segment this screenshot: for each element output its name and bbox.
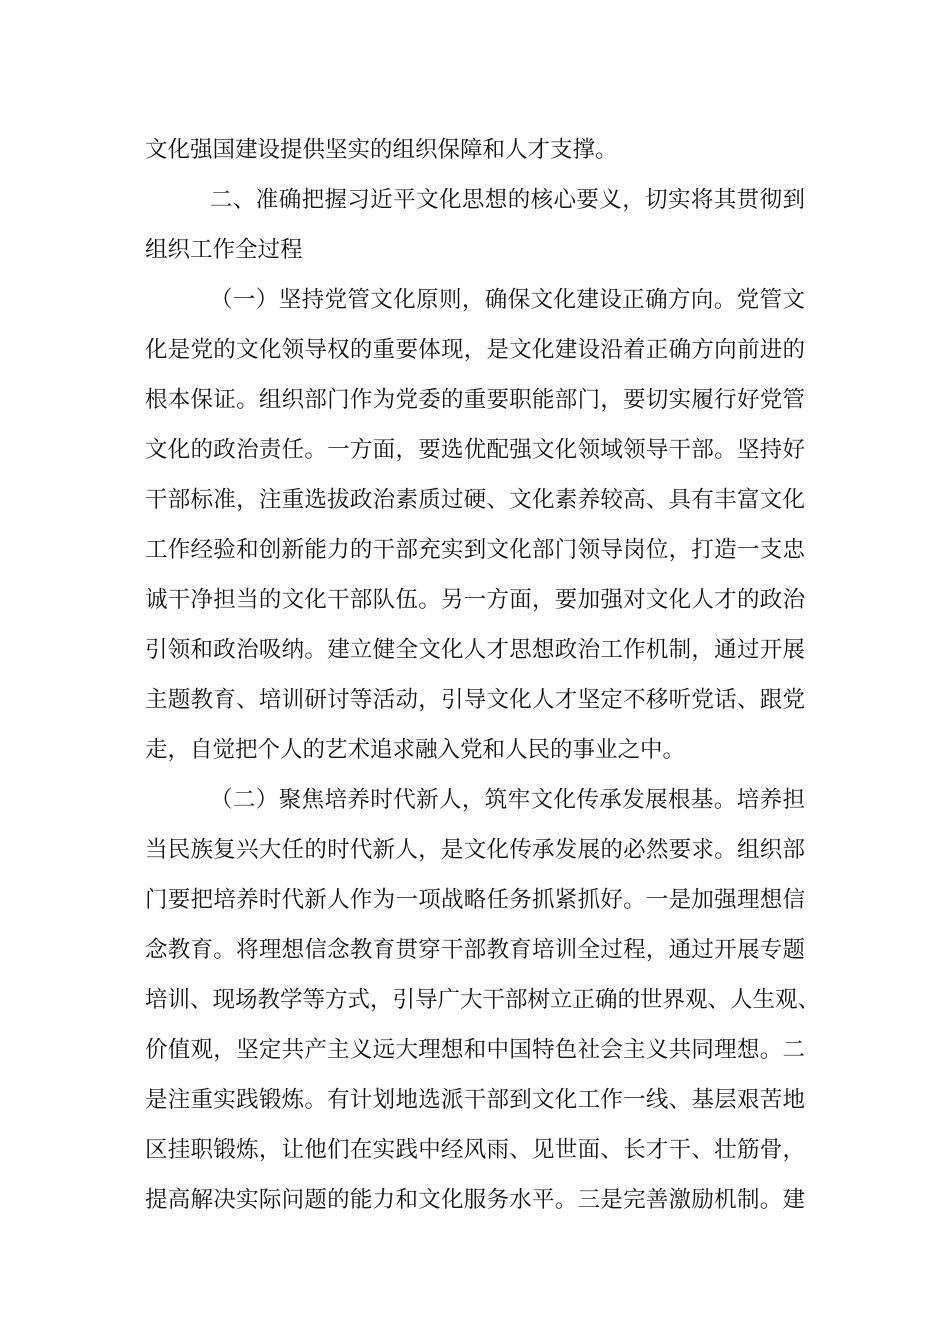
paragraph-line: 当民族复兴大任的时代新人，是文化传承发展的必然要求。组织部 [145,837,805,863]
paragraph-intro-line: 文化强国建设提供坚实的组织保障和人才支撑。 [145,137,618,163]
paragraph-line: 诚干净担当的文化干部队伍。另一方面，要加强对文化人才的政治 [145,587,805,613]
section-heading-line: 二、准确把握习近平文化思想的核心要义，切实将其贯彻到 [210,187,805,213]
paragraph-line: 工作经验和创新能力的干部充实到文化部门领导岗位，打造一支忠 [145,537,805,563]
paragraph-line: 化是党的文化领导权的重要体现，是文化建设沿着正确方向前进的 [145,337,805,363]
paragraph-line: 门要把培养时代新人作为一项战略任务抓紧抓好。一是加强理想信 [145,887,805,913]
paragraph-line: （二）聚焦培养时代新人，筑牢文化传承发展根基。培养担 [210,787,805,813]
paragraph-line: 区挂职锻炼，让他们在实践中经风雨、见世面、长才干、壮筋骨， [145,1137,805,1163]
paragraph-line: 走，自觉把个人的艺术追求融入党和人民的事业之中。 [145,737,686,763]
paragraph-line: 价值观，坚定共产主义远大理想和中国特色社会主义共同理想。二 [145,1037,805,1063]
paragraph-line: 培训、现场教学等方式，引导广大干部树立正确的世界观、人生观、 [145,987,821,1013]
paragraph-line: 主题教育、培训研讨等活动，引导文化人才坚定不移听党话、跟党 [145,687,805,713]
paragraph-line: 文化的政治责任。一方面，要选优配强文化领域领导干部。坚持好 [145,437,805,463]
paragraph-line: （一）坚持党管文化原则，确保文化建设正确方向。党管文 [210,287,805,313]
paragraph-line: 是注重实践锻炼。有计划地选派干部到文化工作一线、基层艰苦地 [145,1087,805,1113]
paragraph-line: 引领和政治吸纳。建立健全文化人才思想政治工作机制，通过开展 [145,637,805,663]
paragraph-line: 念教育。将理想信念教育贯穿干部教育培训全过程，通过开展专题 [145,937,805,963]
paragraph-line: 干部标准，注重选拔政治素质过硬、文化素养较高、具有丰富文化 [145,487,805,513]
section-heading-line: 组织工作全过程 [145,237,303,263]
paragraph-line: 根本保证。组织部门作为党委的重要职能部门，要切实履行好党管 [145,387,805,413]
paragraph-line: 提高解决实际问题的能力和文化服务水平。三是完善激励机制。建 [145,1187,805,1213]
